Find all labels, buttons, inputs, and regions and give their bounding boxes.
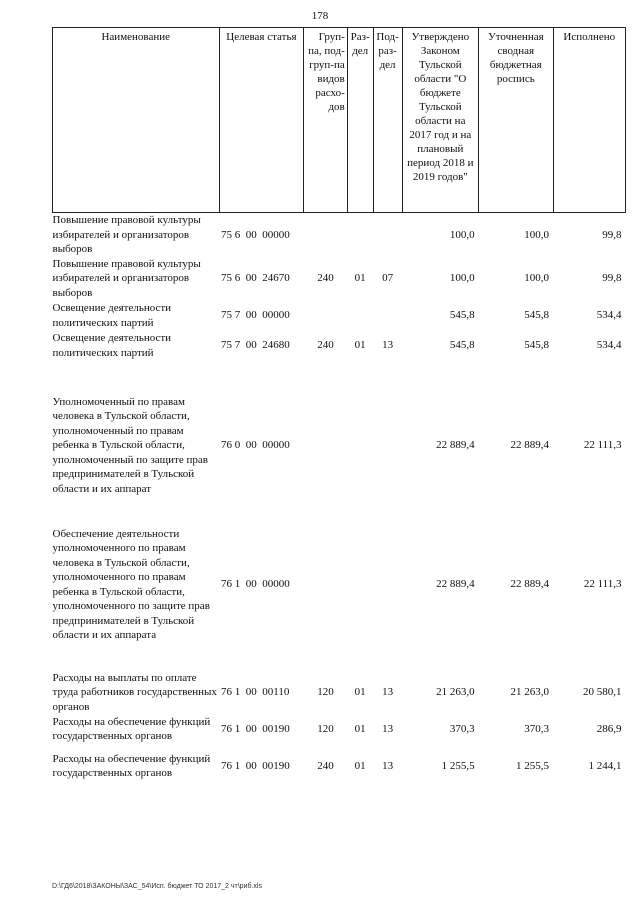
cell-code: 76 0 00 00000	[221, 439, 290, 452]
cell-section: 01	[354, 272, 366, 285]
cell-name: Повышение правовой культуры избирателей и организаторов выборов	[52, 257, 201, 299]
cell-group	[304, 511, 347, 659]
page-number: 178	[311, 10, 329, 22]
cell-executed: 20 580,1	[583, 686, 622, 698]
cell-group: 240	[317, 759, 334, 772]
cell-executed: 1 244,1	[588, 759, 622, 772]
cell-code: 75 7 00 24680	[221, 339, 290, 352]
cell-subsection: 13	[382, 759, 394, 772]
cell-group: 240	[317, 272, 334, 285]
cell-group	[304, 213, 347, 257]
cell-approved: 100,0	[449, 228, 475, 241]
cell-subsection: 13	[382, 722, 394, 735]
table-row	[53, 714, 626, 744]
cell-refined: 545,8	[524, 339, 550, 352]
cell-subsection	[373, 511, 402, 659]
cell-executed: 286,9	[596, 722, 622, 735]
file-path-footer: D:\ГД6\2018\ЗАКОНЫ\ЗАС_54\Исп. бюджет ТО 2017_2 чт\риб.xls	[52, 883, 262, 890]
cell-group: 120	[317, 722, 334, 735]
cell-name: Расходы на обеспечение функций государственных органов	[52, 715, 211, 742]
cell-refined: 100,0	[524, 272, 550, 285]
cell-approved: 22 889,4	[436, 578, 475, 591]
cell-executed: 534,4	[596, 309, 622, 322]
cell-name: Уполномоченный по правам человека в Тульской области, уполномоченный по правам ребенка в Тульской области, уполномоченный по защите прав предпринимателей в Тульской области и их аппарат	[52, 395, 208, 495]
cell-name: Расходы на обеспечение функций государственных органов	[52, 752, 211, 779]
cell-subsection	[373, 361, 402, 511]
cell-name: Обеспечение деятельности уполномоченного по правам человека в Тульской области, уполномоченного по правам ребенка в Тульской области, уполномоченного по защите прав предпринимателей в Тульской области и их аппарата	[52, 527, 210, 641]
cell-section: 01	[354, 759, 366, 772]
cell-section	[347, 361, 373, 511]
cell-refined: 100,0	[524, 228, 550, 241]
cell-code: 75 6 00 00000	[221, 228, 290, 241]
cell-approved: 545,8	[449, 339, 475, 352]
cell-name: Освещение деятельности политических партий	[52, 302, 172, 329]
cell-section	[347, 511, 373, 659]
cell-refined: 545,8	[524, 309, 550, 322]
table-row	[53, 361, 626, 511]
cell-subsection: 13	[382, 339, 394, 352]
cell-section: 01	[354, 722, 366, 735]
cell-code: 75 6 00 24670	[221, 272, 290, 285]
cell-code: 76 1 00 00190	[221, 759, 290, 772]
cell-code: 76 1 00 00110	[221, 686, 290, 698]
cell-refined: 21 263,0	[510, 686, 550, 698]
cell-executed: 99,8	[602, 272, 622, 285]
table-row	[53, 659, 626, 715]
cell-executed: 22 111,3	[583, 578, 622, 591]
table-row	[53, 257, 626, 301]
table-header-row	[53, 28, 626, 213]
header-executed: Исполнено	[553, 28, 625, 213]
header-subsection: Под-раз-дел	[373, 28, 402, 213]
header-approved: Утверждено Законом Тульской области "О бюджете Тульской области на 2017 год и на плановый период 2018 и 2019 годов"	[402, 28, 479, 213]
table-row	[53, 511, 626, 659]
cell-subsection	[373, 301, 402, 331]
cell-code: 75 7 00 00000	[221, 309, 290, 322]
cell-approved: 100,0	[449, 272, 475, 285]
cell-name: Освещение деятельности политических партий	[52, 332, 172, 359]
table-row	[53, 301, 626, 331]
cell-subsection: 13	[382, 686, 394, 698]
header-name: Наименование	[53, 28, 220, 213]
cell-code: 76 1 00 00190	[221, 722, 290, 735]
cell-refined: 22 889,4	[510, 578, 550, 591]
cell-section: 01	[354, 686, 366, 698]
cell-subsection: 07	[382, 272, 394, 285]
cell-approved: 21 263,0	[436, 686, 475, 698]
cell-executed: 534,4	[596, 339, 622, 352]
header-target: Целевая статья	[219, 28, 304, 213]
budget-table	[52, 27, 626, 788]
cell-refined: 1 255,5	[516, 759, 550, 772]
header-section: Раз-дел	[347, 28, 373, 213]
header-group: Груп-па, под-груп-па видов расхо-дов	[304, 28, 347, 213]
table-row	[53, 213, 626, 257]
cell-approved: 370,3	[449, 722, 475, 735]
cell-refined: 370,3	[524, 722, 550, 735]
cell-refined: 22 889,4	[510, 439, 550, 452]
cell-executed: 22 111,3	[583, 439, 622, 452]
cell-executed: 99,8	[602, 228, 622, 241]
cell-group	[304, 361, 347, 511]
table-row	[53, 331, 626, 361]
cell-name: Расходы на выплаты по оплате труда работников государственных органов	[52, 671, 217, 713]
cell-group	[304, 301, 347, 331]
cell-approved: 1 255,5	[441, 759, 475, 772]
cell-subsection	[373, 213, 402, 257]
cell-section: 01	[354, 339, 366, 352]
table-row	[53, 744, 626, 788]
cell-group: 240	[317, 339, 334, 352]
cell-name: Повышение правовой культуры избирателей и организаторов выборов	[52, 214, 201, 255]
cell-section	[347, 301, 373, 331]
cell-group: 120	[317, 686, 334, 698]
cell-approved: 22 889,4	[436, 439, 475, 452]
cell-approved: 545,8	[449, 309, 475, 322]
cell-section	[347, 213, 373, 257]
header-refined: Уточненная сводная бюджетная роспись	[479, 28, 553, 213]
cell-code: 76 1 00 00000	[221, 578, 290, 591]
